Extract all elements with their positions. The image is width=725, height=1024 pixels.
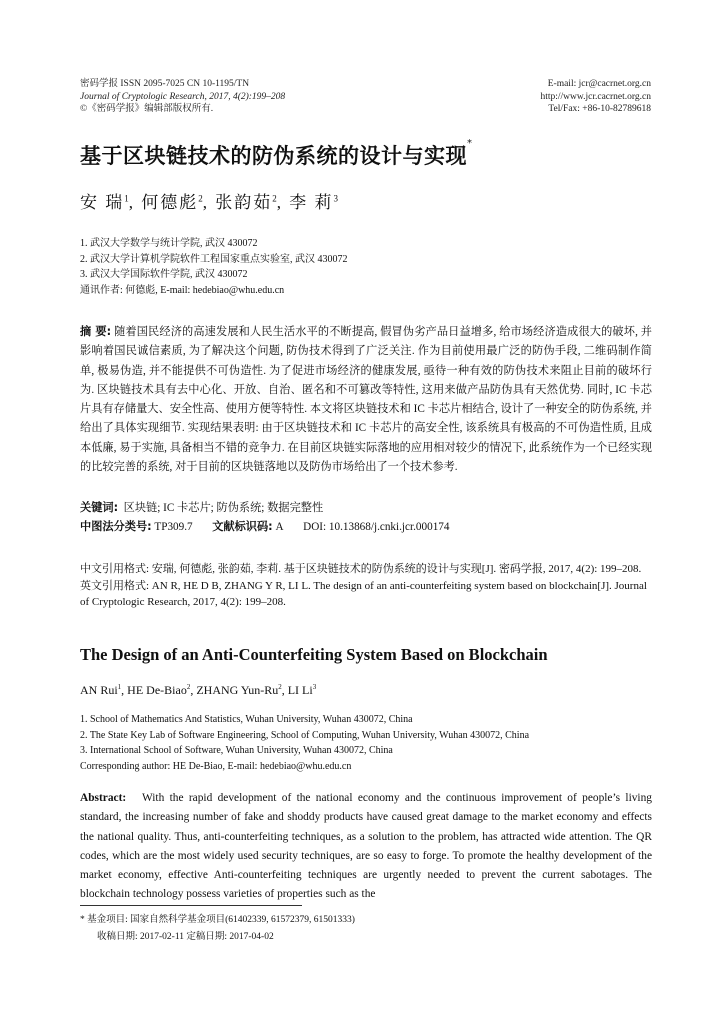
author-cn: 安 瑞 (80, 193, 125, 212)
keywords-cn-label: 关键词: (80, 501, 119, 514)
affiliation-item: 1. 武汉大学数学与统计学院, 武汉 430072 (80, 238, 258, 249)
affiliations-cn (80, 236, 348, 298)
copyright-notice: ©《密码学报》编辑部版权所有. (80, 104, 214, 114)
author-sup: 1 (117, 683, 122, 691)
classification-line (80, 517, 449, 537)
funding-footnote: * 基金项目: 国家自然科学基金项目(61402339, 61572379, 61501333) (80, 915, 355, 925)
paper-title-cn (80, 140, 473, 170)
author-en: AN Rui (80, 683, 118, 697)
journal-header-right (540, 78, 651, 116)
citation-cn: 中文引用格式: 安瑞, 何德彪, 张韵茹, 李莉. 基于区块链技术的防伪系统的设计与实现[J]. 密码学报, 2017, 4(2): 199–208. (80, 563, 642, 575)
abstract-cn-label: 摘 要: (80, 325, 112, 338)
title-cn-text: 基于区块链技术的防伪系统的设计与实现 (80, 144, 467, 168)
citation-en: 英文引用格式: AN R, HE D B, ZHANG Y R, LI L. The design of an anti-counterfeiting system based on blockchain[J]. Journal of Cryptologic Research, 2017, 4(2): 199–208. (80, 579, 647, 608)
affiliations-en (80, 712, 529, 774)
author-en: ZHANG Yun-Ru (196, 683, 279, 697)
abstract-cn-text: 随着国民经济的高速发展和人民生活水平的不断提高, 假冒伪劣产品日益增多, 给市场经济造成很大的破坏, 并影响着国民诚信素质, 为了解决这个问题, 防伪技术得到了广泛关注. 作为目前使用最广泛的防伪手段, 二维码制作简单, 极易伪造, 并不能提供不可伪造性. 为了促进市场经济的健康发展, 亟待一种有效的防伪技术来阻止目前的破坏行为. 区块链技术具有去中心化、开放、自治、匿名和不可篡改等特性, 这用来做产品防伪具有天然优势. 同时, IC 卡芯片具有存储量大、安全性高、使用方便等特性. 本文将区块链技术和 IC 卡芯片相结合, 设计了一种安全的防伪系统, 并给出了具体实现细节. 实现结果表明: 由于区块链技术和 IC 卡芯片的高安全性, 该系统具有极高的不可伪造性质, 且成本低廉, 易于实施, 具备相当不错的竞争力. 在目前区块链实际落地的应用相对较少的情况下, 此系统作为一个已经实现的比较完善的系统, 对于目前的区块链落地以及防伪市场给出了一个技术参考. (80, 326, 652, 474)
clc-value: TP309.7 (154, 521, 193, 533)
abstract-en (80, 789, 652, 905)
author-cn: 张韵茹 (215, 193, 273, 212)
keywords-cn (80, 498, 323, 518)
doi-value: 10.13868/j.cnki.jcr.000174 (328, 521, 450, 533)
journal-website: http://www.jcr.cacrnet.org.cn (540, 91, 651, 102)
doc-code-value: A (275, 521, 284, 533)
doc-code-label: 文献标识码: (212, 520, 273, 533)
affiliation-item: 2. 武汉大学计算机学院软件工程国家重点实验室, 武汉 430072 (80, 253, 348, 265)
author-sup: 2 (198, 193, 203, 204)
title-footnote-mark: * (467, 138, 473, 149)
journal-phone: Tel/Fax: +86-10-82789618 (548, 104, 651, 114)
journal-header-left (80, 78, 285, 116)
journal-email: E-mail: jcr@cacrnet.org.cn (547, 79, 651, 89)
clc-label: 中图法分类号: (80, 520, 152, 533)
author-cn: 李 莉 (289, 193, 334, 212)
keywords-cn-text: 区块链; IC 卡芯片; 防伪系统; 数据完整性 (123, 502, 324, 514)
author-sup: 2 (272, 193, 277, 204)
citation-block (80, 561, 652, 611)
corresponding-author-en: Corresponding author: HE De-Biao, E-mail: hedebiao@whu.edu.cn (80, 760, 352, 772)
affiliation-item: 3. 武汉大学国际软件学院, 武汉 430072 (80, 269, 248, 280)
authors-en: AN Rui$^1$, HE De-Biao$^2$, ZHANG Yun-Ru$^2$, LI Li$^3$ (80, 683, 317, 697)
author-en: HE De-Biao (127, 683, 187, 697)
affiliation-item: 3. International School of Software, Wuhan University, Wuhan 430072, China (80, 745, 393, 756)
journal-name: Journal of Cryptologic Research, 2017, 4(2):199–208 (80, 91, 286, 102)
abstract-en-text: With the rapid development of the national economy and the continuous improvement of people’s living standard, the increasing number of fake and shoddy products have caused great damage to the market economy and effects the national quality. Thus, anti-counterfeiting techniques, as a solution to the problem, has attracted wide attention. The QR codes, which are the most widely used security techniques, are so easy to forge. To promote the healthy development of the market economy, effective Anti-counterfeiting techniques are urgently needed to prevent the current sabotages. The blockchain technology possess varieties of properties such as the (80, 792, 652, 901)
author-sup: 3 (333, 193, 338, 204)
affiliation-item: 1. School of Mathematics And Statistics, Wuhan University, Wuhan 430072, China (80, 714, 413, 725)
corresponding-author-cn: 通讯作者: 何德彪, E-mail: hedebiao@whu.edu.cn (80, 284, 285, 296)
authors-cn: 安 瑞$^1$, 何德彪$^2$, 张韵茹$^2$, 李 莉$^3$ (80, 193, 338, 212)
author-sup: 1 (124, 193, 129, 204)
author-sup: 2 (186, 683, 191, 691)
abstract-en-label: Abstract: (80, 792, 127, 804)
author-sup: 2 (278, 683, 282, 691)
author-en: LI Li (287, 683, 313, 697)
abstract-cn (80, 322, 652, 477)
dates-footnote: 收稿日期: 2017-02-11 定稿日期: 2017-04-02 (97, 932, 274, 942)
footnotes (80, 912, 355, 946)
doi-label: DOI: (303, 521, 327, 533)
author-sup: 3 (312, 683, 317, 691)
author-cn: 何德彪 (141, 193, 199, 212)
journal-issn: 密码学报 ISSN 2095-7025 CN 10-1195/TN (80, 79, 250, 89)
affiliation-item: 2. The State Key Lab of Software Engineering, School of Computing, Wuhan University, Wuhan 430072, China (80, 729, 530, 741)
paper-title-en: The Design of an Anti-Counterfeiting System Based on Blockchain (80, 645, 548, 664)
footnote-divider (80, 905, 302, 906)
